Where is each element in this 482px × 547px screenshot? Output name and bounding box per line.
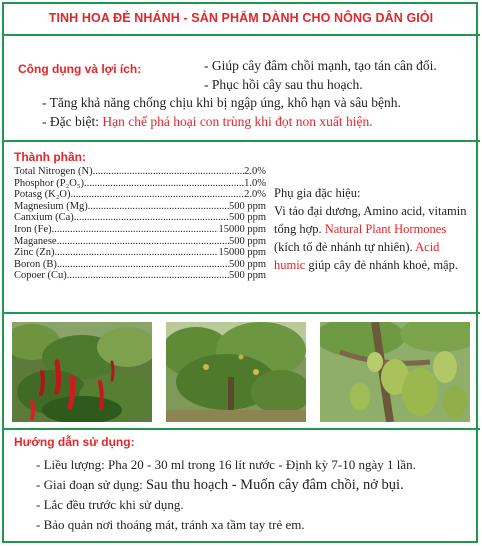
composition-row [14,166,266,178]
additives-block [274,184,470,274]
usage-stage [36,475,416,496]
leader-dots [88,201,229,213]
composition-value: 2.0% [244,166,266,177]
special-prefix: - Đặc biệt: [42,114,103,129]
composition-name: Iron (Fe) [14,223,52,235]
chili-plant-photo [12,322,152,422]
usage-stage-text: Sau thu hoạch - Muốn cây đâm chồi, nở bụi. [145,476,404,493]
composition-row [14,201,266,213]
composition-name: Total Nitrogen (N) [14,166,93,177]
composition-name: Copoer (Cu) [14,270,67,282]
benefit-item: - Phục hồi cây sau thu hoạch. [204,77,363,92]
usage-heading: Hướng dẫn sử dụng: [14,435,135,449]
composition-value: 500 ppm [228,212,266,224]
special-text: Hạn chế phá hoại con trùng khi đọt non xuất hiện. [102,114,373,129]
composition-value: 500 ppm [228,235,266,247]
composition-value: 15000 ppm [218,247,266,259]
composition-row [14,247,266,259]
jackfruit-photo [320,322,470,422]
composition-row [14,259,266,271]
composition-name: Canxium (Ca) [14,212,74,224]
composition-row [14,189,266,201]
composition-row [14,236,266,248]
leader-dots [57,236,229,248]
benefits-heading: Công dụng và lợi ích: [18,62,142,76]
leader-dots [70,189,244,201]
composition-name: Zinc (Zn) [14,247,55,259]
composition-value: 2.0% [244,189,266,201]
usage-shake: - Lắc đều trước khi sử dụng. [36,497,184,512]
benefit-item: - Tăng khả năng chống chịu khi bị ngập úng, khô hạn và sâu bệnh. [42,95,401,110]
composition-row [14,178,266,190]
additives-text-part: Vi tảo đại dương, Amino acid, vitamin tổng hợp. [274,204,467,236]
benefits-left-list [42,93,401,131]
leader-dots [55,247,219,259]
additives-text-part: giúp cây đẻ nhánh khoẻ, mập. [305,258,458,272]
usage-list [36,455,416,534]
fruit-tree-photo [166,322,306,422]
product-title: TINH HOA ĐẺ NHÁNH - SẢN PHẨM DÀNH CHO NÔNG DÂN GIỎI [48,11,434,25]
composition-row [14,212,266,224]
leader-dots [67,270,229,282]
leader-dots [57,259,229,271]
additives-heading: Phụ gia đặc hiệu: [274,186,361,200]
additives-text-part: (kích tố đẻ nhánh tự nhiên). [274,240,416,254]
composition-value: 1.0% [244,177,266,189]
usage-section [2,430,480,543]
benefits-right-list [204,56,437,94]
photos-section [2,314,480,430]
composition-row [14,224,266,236]
composition-table [14,166,266,282]
composition-value: 500 ppm [228,200,266,212]
benefits-section [2,36,480,142]
usage-stage-prefix: - Giai đoạn sử dụng: [36,476,146,492]
benefit-item: - Giúp cây đâm chồi mạnh, tạo tán cân đối. [204,58,437,73]
composition-section [2,142,480,314]
usage-dosage: - Liều lượng: Pha 20 - 30 ml trong 16 lít nước - Định kỳ 7-10 ngày 1 lần. [36,457,416,472]
composition-name: Phosphor (P₂O₅) [14,177,85,189]
additives-text [274,202,470,274]
composition-name: Boron (B) [14,258,57,270]
composition-name: Potasg (K₂O) [14,189,71,201]
composition-row [14,270,266,282]
leader-dots [74,212,229,224]
benefit-special [42,112,401,131]
title-banner [2,2,480,36]
usage-storage: - Bảo quản nơi thoáng mát, tránh xa tầm tay trẻ em. [36,516,305,532]
leader-dots [52,224,219,236]
composition-name: Magnesium (Mg) [14,200,88,212]
composition-value: 500 ppm [228,270,266,282]
composition-name: Maganese [14,235,57,247]
additives-highlight: Acid humic [274,240,440,272]
leader-dots [84,178,244,190]
composition-value: 500 ppm [228,258,266,270]
leader-dots [93,166,245,178]
additives-highlight: Natural Plant Hormones [324,222,447,236]
composition-value: 15000 ppm [218,223,266,235]
composition-heading: Thành phần: [14,150,86,164]
